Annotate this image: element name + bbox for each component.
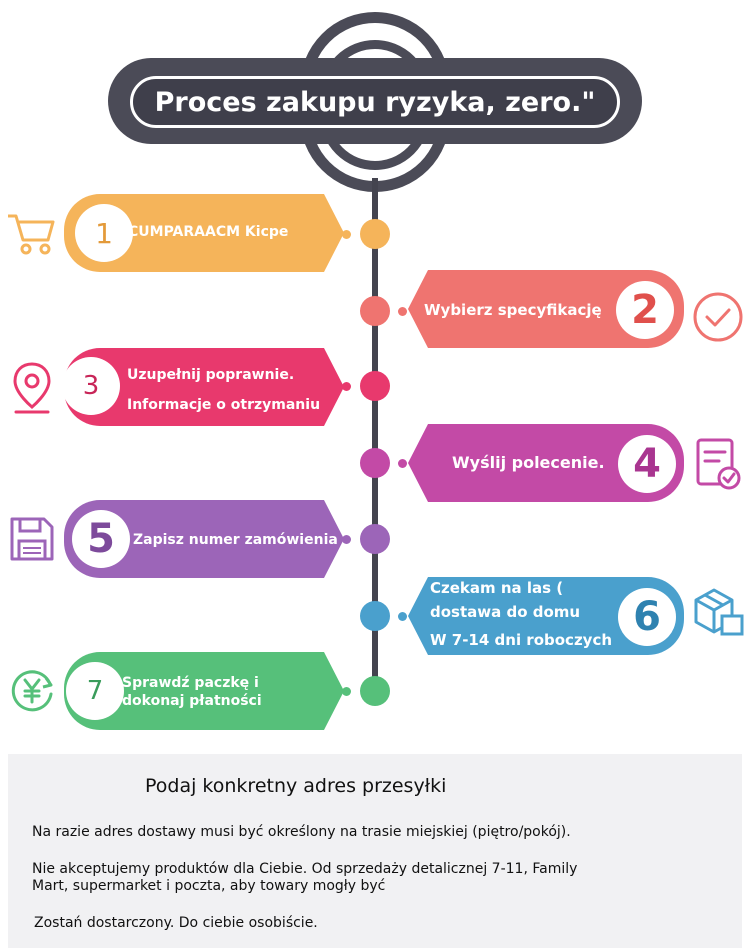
step-5-connector-dot bbox=[342, 535, 351, 544]
step-4-connector-dot bbox=[398, 459, 407, 468]
cart-icon bbox=[6, 210, 56, 256]
package-box-icon bbox=[692, 586, 746, 640]
step-4-number: 4 bbox=[633, 441, 661, 487]
step-4-timeline-dot bbox=[360, 448, 390, 478]
step-6-text bbox=[430, 576, 612, 652]
step-1-arrow bbox=[324, 194, 344, 272]
step-6-arrow bbox=[408, 577, 428, 655]
step-4-number-badge bbox=[618, 435, 676, 493]
step-6-label-line-2: dostawa do domu bbox=[430, 603, 581, 621]
step-7-label-line-1: Sprawdź paczkę i bbox=[122, 675, 259, 691]
step-1-number: 1 bbox=[95, 216, 113, 250]
document-check-icon bbox=[694, 436, 742, 492]
yuan-payment-icon bbox=[6, 664, 58, 716]
step-3-label-line-1: Uzupełnij poprawnie. bbox=[127, 367, 295, 383]
step-5-text bbox=[133, 528, 338, 552]
notice-line-4: Zostań dostarczony. Do ciebie osobiście. bbox=[34, 915, 318, 931]
step-6-connector-dot bbox=[398, 612, 407, 621]
step-2-number: 2 bbox=[631, 287, 659, 333]
step-5-timeline-dot bbox=[360, 524, 390, 554]
step-2-text bbox=[424, 298, 602, 322]
step-7-timeline-dot bbox=[360, 676, 390, 706]
step-1-connector-dot bbox=[342, 230, 351, 239]
step-6-number: 6 bbox=[633, 594, 661, 640]
step-6-timeline-dot bbox=[360, 601, 390, 631]
page-title: Proces zakupu ryzyka, zero." bbox=[154, 86, 596, 118]
step-2-timeline-dot bbox=[360, 296, 390, 326]
step-4-arrow bbox=[408, 424, 428, 502]
step-3-connector-dot bbox=[342, 382, 351, 391]
step-7-arrow bbox=[324, 652, 344, 730]
step-1-timeline-dot bbox=[360, 219, 390, 249]
step-2-connector-dot bbox=[398, 307, 407, 316]
step-5-label: Zapisz numer zamówienia bbox=[133, 532, 338, 548]
step-5-number: 5 bbox=[87, 516, 115, 562]
step-3-arrow bbox=[324, 348, 344, 426]
notice-line-2: Nie akceptujemy produktów dla Ciebie. Od sprzedaży detalicznej 7-11, Family bbox=[32, 861, 578, 877]
step-1-number-badge bbox=[75, 204, 133, 262]
location-pin-icon bbox=[10, 360, 54, 416]
step-4-label: Wyślij polecenie. bbox=[452, 453, 605, 472]
step-7-text bbox=[122, 674, 262, 710]
step-4-text bbox=[452, 451, 605, 475]
notice-line-1: Na razie adres dostawy musi być określony na trasie miejskiej (piętro/pokój). bbox=[32, 824, 571, 840]
step-2-label: Wybierz specyfikację bbox=[424, 301, 602, 319]
step-6-label-line-1: Czekam na las ( bbox=[430, 579, 564, 597]
save-disk-icon bbox=[8, 515, 56, 563]
step-1-text bbox=[128, 220, 288, 244]
step-1-label: CUMPARAACM Kicpe bbox=[128, 224, 289, 240]
step-3-number-badge bbox=[62, 357, 120, 415]
notice-line-3: Mart, supermarket i poczta, aby towary mogły być bbox=[32, 878, 386, 894]
step-3-label-line-2: Informacje o otrzymaniu bbox=[127, 397, 321, 413]
step-7-number: 7 bbox=[86, 676, 104, 706]
step-3-timeline-dot bbox=[360, 371, 390, 401]
header-emblem bbox=[108, 12, 642, 192]
step-7-number-badge bbox=[66, 662, 124, 720]
step-7-label-line-2: dokonaj płatności bbox=[122, 693, 262, 709]
notice-title: Podaj konkretny adres przesyłki bbox=[145, 775, 447, 797]
step-3-text bbox=[127, 363, 320, 417]
check-circle-icon bbox=[692, 291, 744, 343]
step-3-number: 3 bbox=[82, 371, 100, 401]
step-5-number-badge bbox=[72, 510, 130, 568]
header-title-box bbox=[130, 76, 620, 128]
step-2-number-badge bbox=[616, 281, 674, 339]
step-1 bbox=[0, 194, 400, 274]
step-7-connector-dot bbox=[342, 687, 351, 696]
step-6-number-badge bbox=[618, 588, 676, 646]
step-6-label-line-3: W 7-14 dni roboczych bbox=[430, 631, 613, 649]
